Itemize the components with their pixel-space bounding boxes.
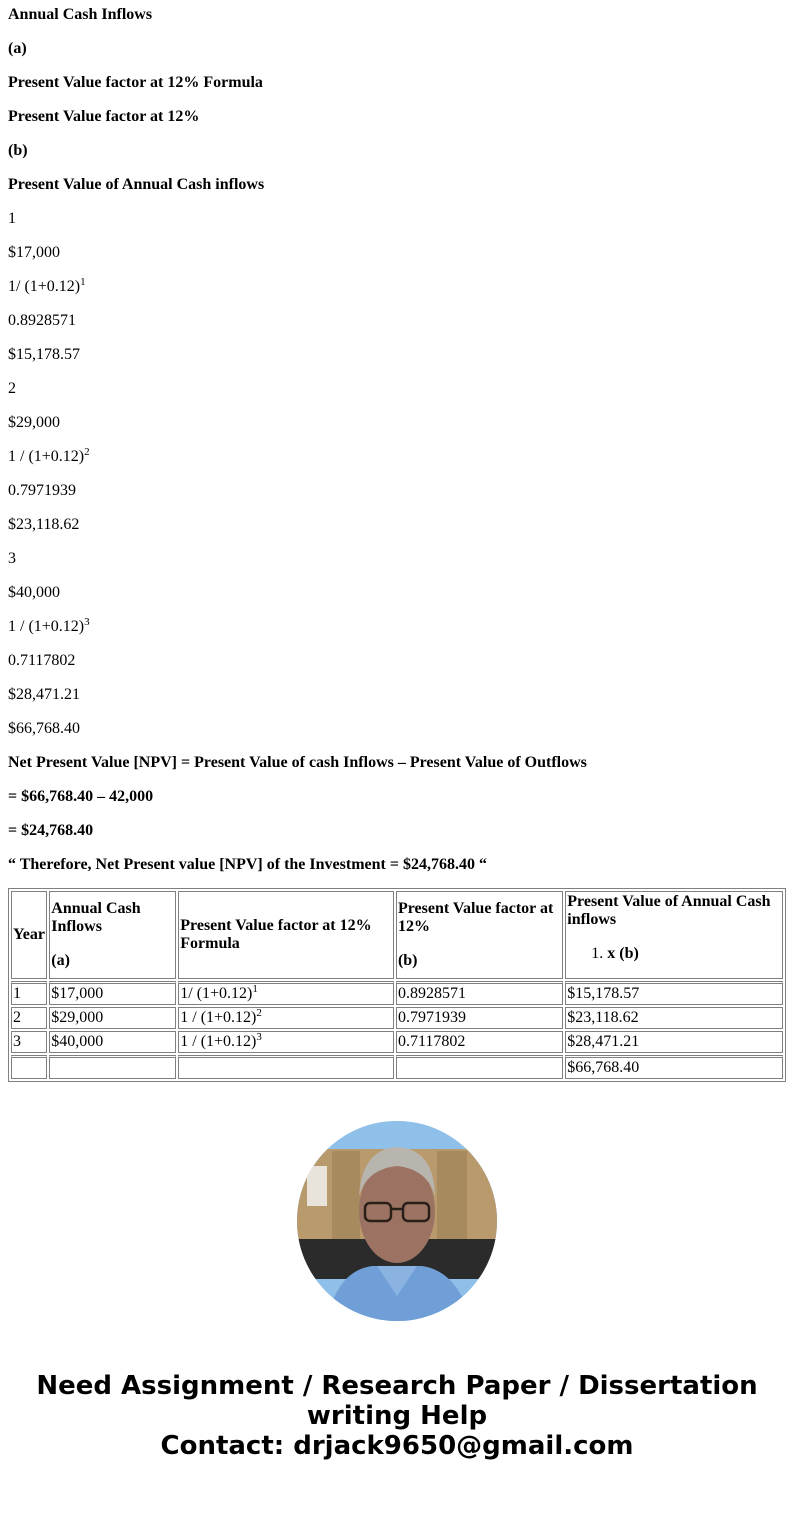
header-year bbox=[11, 891, 47, 979]
formula-base: 1 / (1+0.12) bbox=[8, 448, 85, 465]
heading-annual-cash-inflows: Annual Cash Inflows bbox=[8, 6, 153, 23]
formula-exponent: 2 bbox=[84, 446, 90, 458]
header-inflow-label: Annual Cash Inflows bbox=[51, 900, 141, 935]
npv-conclusion: “ Therefore, Net Present value [NPV] of the Investment = $24,768.40 “ bbox=[8, 856, 487, 873]
year-value: 3 bbox=[8, 550, 16, 567]
formula-base: 1 / (1+0.12) bbox=[8, 618, 85, 635]
cell-pv: $15,178.57 bbox=[565, 981, 783, 1005]
heading-pv-annual-cash-inflows: Present Value of Annual Cash inflows bbox=[8, 176, 265, 193]
promo-contact: Contact: drjack9650@gmail.com bbox=[160, 1431, 634, 1461]
header-formula-label: Present Value factor at 12% Formula bbox=[180, 917, 372, 952]
factor-value: 0.8928571 bbox=[8, 312, 76, 329]
heading-pv-factor-formula: Present Value factor at 12% Formula bbox=[8, 74, 263, 91]
promo-line-2: writing Help bbox=[306, 1401, 488, 1431]
cell-pv: $28,471.21 bbox=[565, 1031, 783, 1053]
formula-value bbox=[8, 278, 786, 296]
formula-exponent: 1 bbox=[252, 983, 258, 995]
list-text: x (b) bbox=[607, 945, 639, 962]
cell-formula bbox=[178, 981, 394, 1005]
cell-factor: 0.7971939 bbox=[396, 1007, 563, 1029]
header-annual-cash-inflows bbox=[49, 891, 176, 979]
pv-value: $23,118.62 bbox=[8, 516, 80, 533]
factor-value: 0.7117802 bbox=[8, 652, 76, 669]
formula-base: 1/ (1+0.12) bbox=[8, 278, 81, 295]
cell-total-pv: $66,768.40 bbox=[565, 1055, 783, 1079]
total-pv-value: $66,768.40 bbox=[8, 720, 80, 737]
cell-empty bbox=[396, 1055, 563, 1079]
factor-value: 0.7971939 bbox=[8, 482, 76, 499]
table-row bbox=[11, 1007, 783, 1029]
heading-b: (b) bbox=[8, 142, 28, 159]
author-photo-container bbox=[0, 1121, 794, 1321]
header-pv-factor bbox=[396, 891, 563, 979]
cell-empty bbox=[11, 1055, 47, 1079]
year-value: 1 bbox=[8, 210, 16, 227]
header-inflow-sub: (a) bbox=[51, 952, 70, 969]
formula-base: 1 / (1+0.12) bbox=[180, 1009, 257, 1026]
header-factor-sub: (b) bbox=[397, 952, 418, 969]
cell-year: 1 bbox=[11, 981, 47, 1005]
list-number: 1. bbox=[591, 945, 604, 962]
header-factor-label: Present Value factor at 12% bbox=[397, 900, 554, 935]
header-pv-annual-cash-inflows bbox=[565, 891, 783, 979]
year-value: 2 bbox=[8, 380, 16, 397]
heading-a: (a) bbox=[8, 40, 27, 57]
cell-inflow: $29,000 bbox=[49, 1007, 176, 1029]
formula-exponent: 1 bbox=[80, 276, 86, 288]
table-total-row bbox=[11, 1055, 783, 1079]
portrait-image bbox=[297, 1121, 497, 1321]
cell-year: 3 bbox=[11, 1031, 47, 1053]
heading-pv-factor: Present Value factor at 12% bbox=[8, 108, 200, 125]
cell-inflow: $17,000 bbox=[49, 981, 176, 1005]
cell-pv: $23,118.62 bbox=[565, 1007, 783, 1029]
cell-year: 2 bbox=[11, 1007, 47, 1029]
header-pv-factor-formula bbox=[178, 891, 394, 979]
inflow-value: $29,000 bbox=[8, 414, 60, 431]
npv-formula: Net Present Value [NPV] = Present Value of cash Inflows – Present Value of Outflows bbox=[8, 754, 587, 771]
promo-banner bbox=[0, 1371, 794, 1491]
formula-exponent: 3 bbox=[256, 1031, 262, 1043]
inflow-value: $40,000 bbox=[8, 584, 60, 601]
table-row bbox=[11, 981, 783, 1005]
cell-empty bbox=[49, 1055, 176, 1079]
cell-factor: 0.7117802 bbox=[396, 1031, 563, 1053]
table-row bbox=[11, 1031, 783, 1053]
pv-value: $15,178.57 bbox=[8, 346, 80, 363]
cell-formula bbox=[178, 1031, 394, 1053]
promo-line-1: Need Assignment / Research Paper / Dissertation bbox=[36, 1371, 758, 1401]
avatar bbox=[297, 1121, 497, 1321]
cell-empty bbox=[178, 1055, 394, 1079]
formula-base: 1/ (1+0.12) bbox=[180, 985, 253, 1002]
header-pv-list-item bbox=[567, 945, 781, 963]
formula-exponent: 3 bbox=[84, 616, 90, 628]
cell-formula bbox=[178, 1007, 394, 1029]
npv-step-2: = $24,768.40 bbox=[8, 822, 94, 839]
cell-factor: 0.8928571 bbox=[396, 981, 563, 1005]
table-header-row bbox=[11, 891, 783, 979]
header-year-label: Year bbox=[13, 926, 45, 943]
inflow-value: $17,000 bbox=[8, 244, 60, 261]
formula-base: 1 / (1+0.12) bbox=[180, 1033, 257, 1050]
formula-value bbox=[8, 448, 786, 466]
header-pv-label: Present Value of Annual Cash inflows bbox=[567, 893, 771, 928]
cell-inflow: $40,000 bbox=[49, 1031, 176, 1053]
pv-value: $28,471.21 bbox=[8, 686, 80, 703]
formula-exponent: 2 bbox=[256, 1007, 262, 1019]
formula-value bbox=[8, 618, 786, 636]
npv-table bbox=[8, 888, 786, 1082]
npv-step-1: = $66,768.40 – 42,000 bbox=[8, 788, 154, 805]
